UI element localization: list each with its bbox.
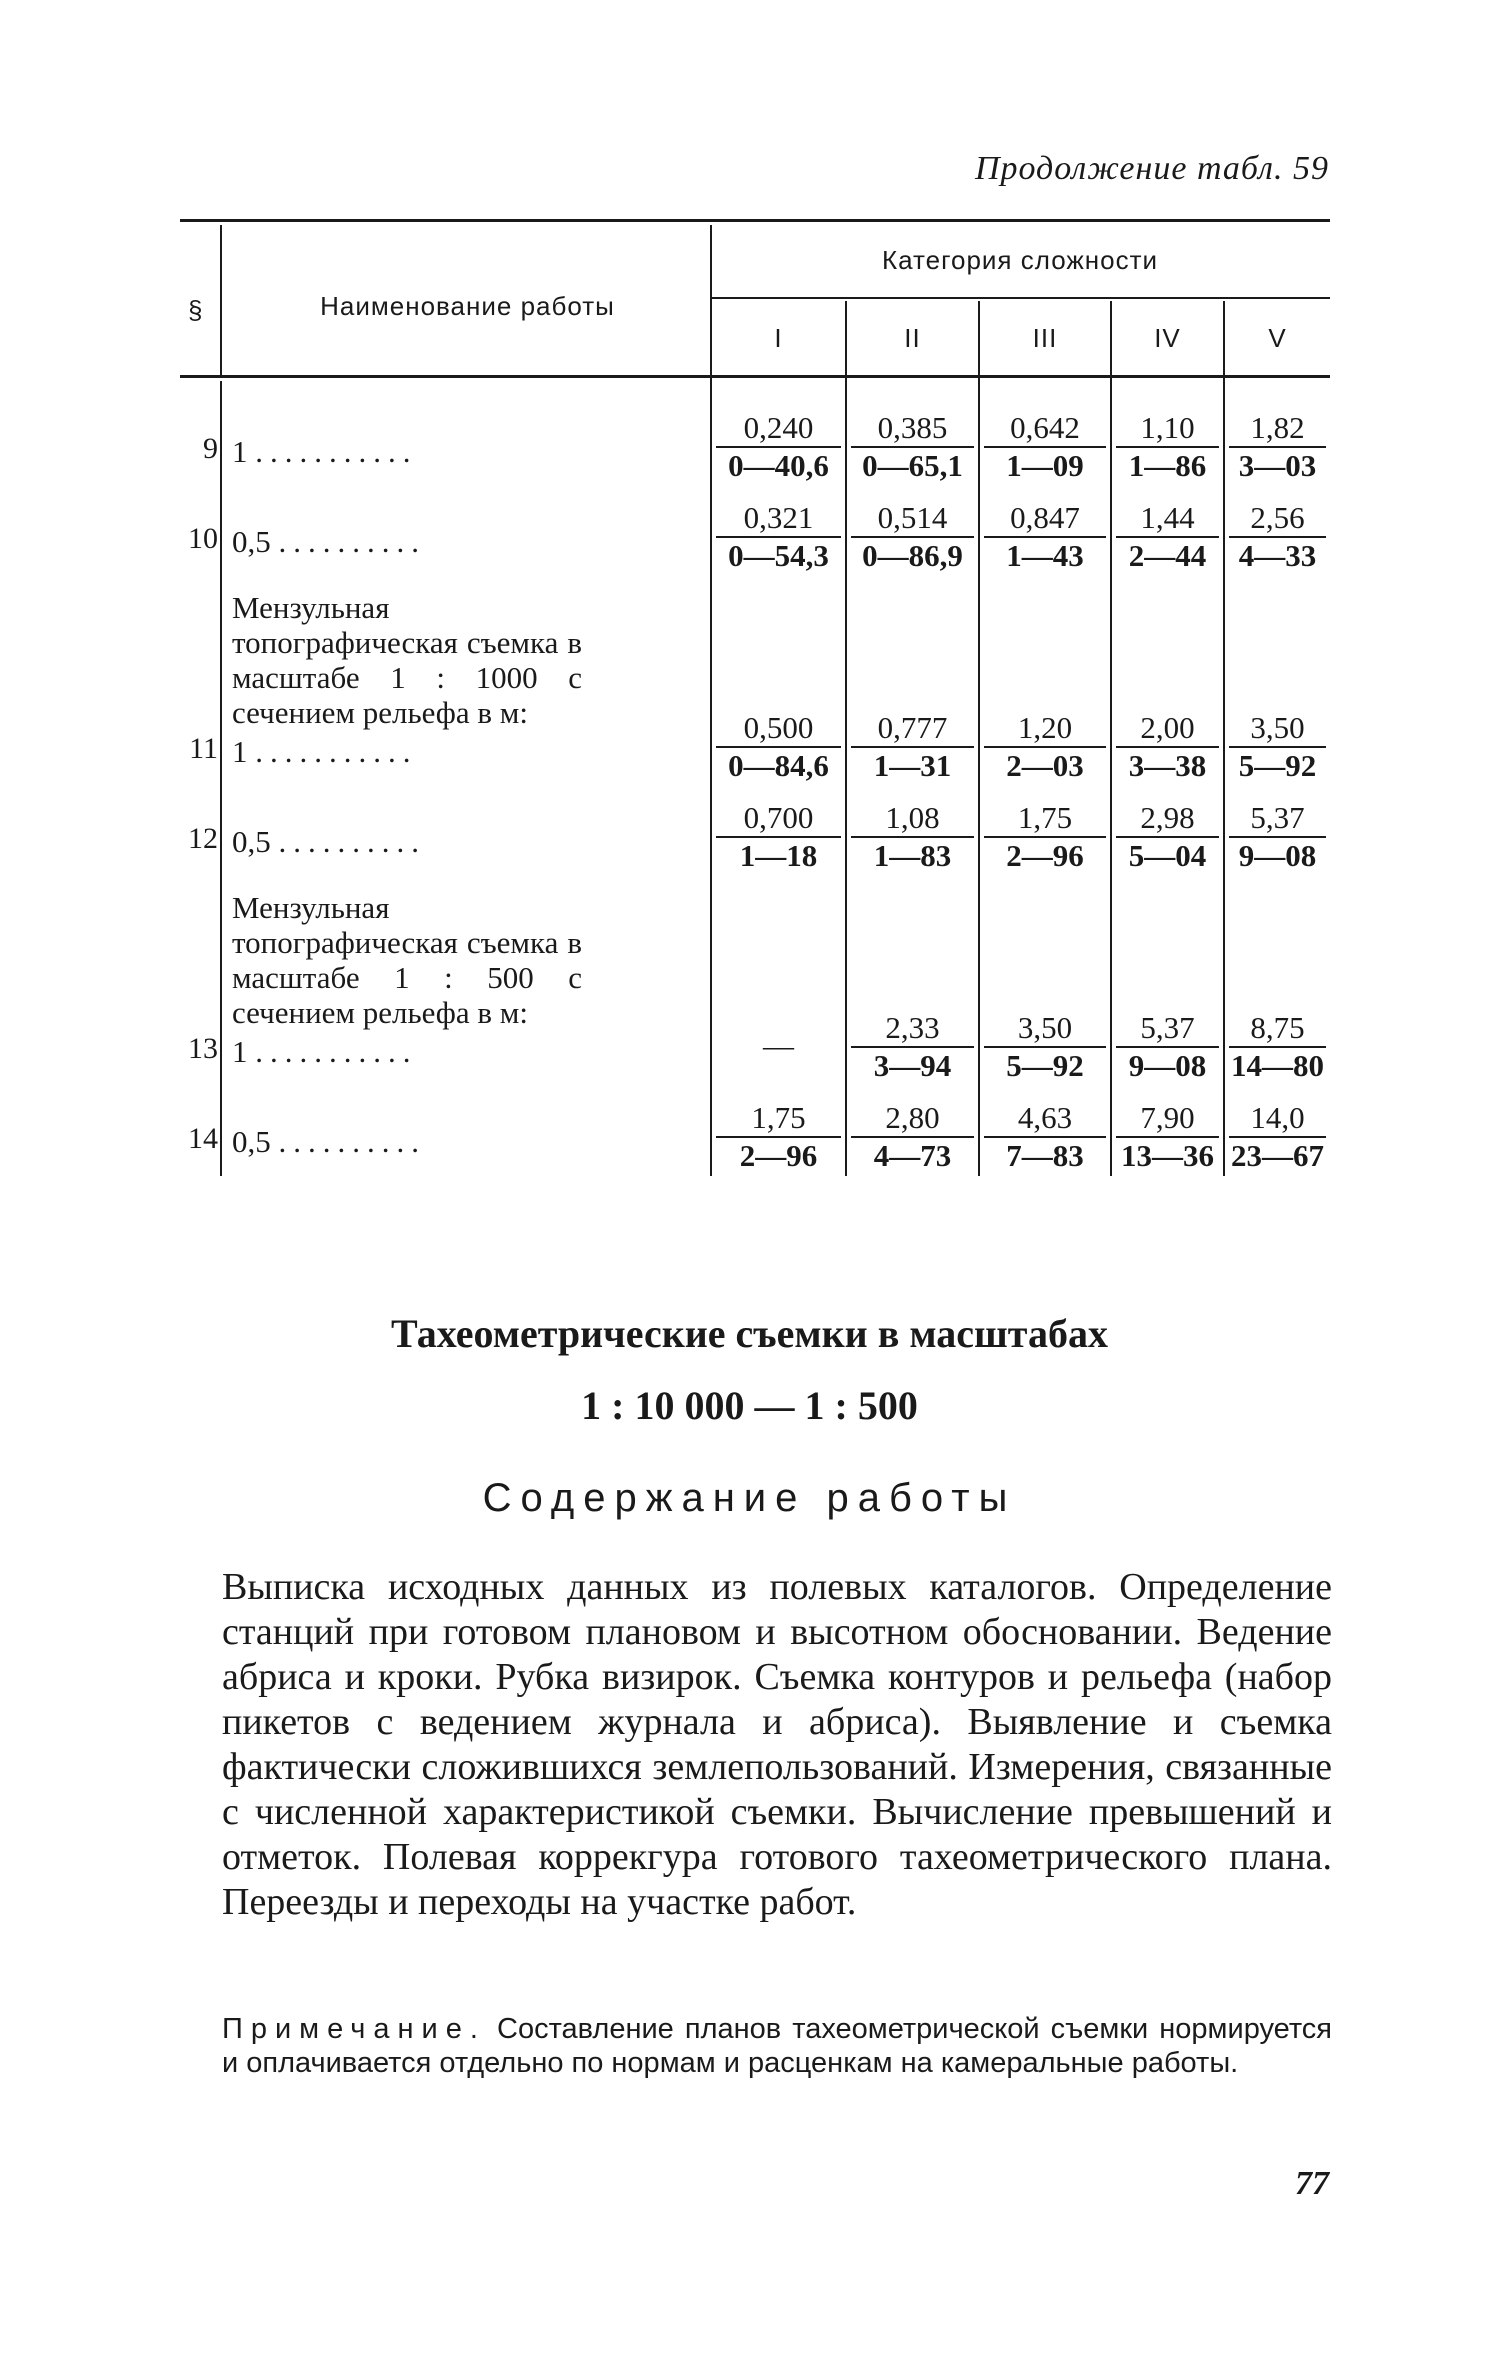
rate-cell	[716, 1100, 841, 1174]
table-top-rule	[180, 219, 1330, 222]
rate-cell	[716, 800, 841, 874]
price-rate: 3—94	[873, 1048, 952, 1083]
rate-cell	[1229, 1010, 1326, 1084]
leader-dots: ...........	[255, 734, 418, 769]
price-rate: 0—65,1	[862, 448, 963, 483]
price-rate: 0—54,3	[728, 538, 829, 573]
labor-norm: 2,56	[1229, 500, 1326, 538]
section-title-scale: 1 : 10 000 — 1 : 500	[581, 1383, 918, 1428]
relief-interval: 1	[232, 1034, 248, 1069]
price-rate: 9—08	[1238, 838, 1317, 873]
price-rate: 23—67	[1231, 1138, 1324, 1173]
relief-interval: 0,5	[232, 1124, 271, 1159]
row-number: 10	[188, 522, 218, 555]
labor-norm: 0,385	[851, 410, 974, 448]
rate-cell	[851, 800, 974, 874]
vrule-name	[710, 225, 712, 1176]
col-header-4: IV	[1154, 323, 1181, 353]
rate-cell	[1116, 1010, 1219, 1084]
group-label-500: Мензульная топографическая съемка в масштабе 1 : 500 с сечением рельефа в м:	[232, 890, 582, 1030]
price-rate: 5—92	[1238, 748, 1317, 783]
rate-cell	[1116, 800, 1219, 874]
row-number: 13	[188, 1032, 218, 1065]
rate-cell	[1229, 500, 1326, 574]
labor-norm: 0,240	[716, 410, 841, 448]
table-continuation-label: Продолжение табл. 59	[974, 150, 1329, 187]
work-name	[232, 1124, 426, 1159]
labor-norm: 2,80	[851, 1100, 974, 1138]
vrule-col-3	[1110, 301, 1112, 1176]
rate-cell	[984, 500, 1106, 574]
labor-norm: 0,500	[716, 710, 841, 748]
price-rate: 1—31	[873, 748, 952, 783]
labor-norm: 4,63	[984, 1100, 1106, 1138]
vrule-section-body	[220, 381, 222, 1176]
rate-cell	[984, 800, 1106, 874]
labor-norm: 1,75	[716, 1100, 841, 1138]
rate-cell	[1116, 710, 1219, 784]
rate-cell	[984, 1100, 1106, 1174]
price-rate: 2—96	[1006, 838, 1084, 873]
labor-norm: 1,20	[984, 710, 1106, 748]
rate-cell	[851, 410, 974, 484]
rate-cell	[984, 710, 1106, 784]
relief-interval: 0,5	[232, 524, 271, 559]
price-rate: 1—18	[739, 838, 818, 873]
rates-table	[180, 215, 1330, 1195]
price-rate: 0—84,6	[728, 748, 829, 783]
footnote	[222, 2012, 1332, 2080]
labor-norm: 5,37	[1116, 1010, 1219, 1048]
page-number: 77	[1295, 2165, 1329, 2202]
price-rate: 9—08	[1128, 1048, 1207, 1083]
subheading: Содержание работы	[482, 1476, 1017, 1520]
price-rate: 5—04	[1128, 838, 1207, 873]
labor-norm: 1,08	[851, 800, 974, 838]
labor-norm: 0,642	[984, 410, 1106, 448]
price-rate: 2—44	[1128, 538, 1207, 573]
row-number: 9	[203, 432, 218, 465]
leader-dots: ..........	[278, 524, 426, 559]
labor-norm: 7,90	[1116, 1100, 1219, 1138]
labor-norm: 5,37	[1229, 800, 1326, 838]
footnote-label: Примечание.	[222, 2013, 486, 2045]
rate-cell	[1229, 710, 1326, 784]
leader-dots: ..........	[278, 824, 426, 859]
rate-cell	[716, 710, 841, 784]
rate-cell	[1229, 410, 1326, 484]
rate-cell	[984, 1010, 1106, 1084]
price-rate: 4—33	[1238, 538, 1317, 573]
col-header-3: III	[1032, 323, 1058, 353]
labor-norm: 1,10	[1116, 410, 1219, 448]
price-rate: 5—92	[1006, 1048, 1084, 1083]
no-value-dash: —	[763, 1028, 794, 1063]
price-rate: 0—86,9	[862, 538, 963, 573]
price-rate: 1—09	[1006, 448, 1084, 483]
vrule-section	[220, 225, 222, 375]
col-header-5: V	[1268, 323, 1287, 353]
relief-interval: 0,5	[232, 824, 271, 859]
section-title: Тахеометрические съемки в масштабах	[391, 1311, 1108, 1356]
price-rate: 0—40,6	[728, 448, 829, 483]
labor-norm: 14,0	[1229, 1100, 1326, 1138]
rate-cell	[716, 500, 841, 574]
labor-norm: 2,00	[1116, 710, 1219, 748]
rate-cell	[1116, 410, 1219, 484]
price-rate: 4—73	[873, 1138, 952, 1173]
price-rate: 13—36	[1121, 1138, 1214, 1173]
price-rate: 2—03	[1006, 748, 1084, 783]
price-rate: 1—86	[1128, 448, 1207, 483]
labor-norm: 2,33	[851, 1010, 974, 1048]
rate-cell	[1229, 1100, 1326, 1174]
labor-norm: 0,514	[851, 500, 974, 538]
col-header-2: II	[904, 323, 921, 353]
leader-dots: ...........	[255, 434, 418, 469]
labor-norm: 3,50	[1229, 710, 1326, 748]
price-rate: 1—83	[873, 838, 952, 873]
rate-cell	[984, 410, 1106, 484]
work-name	[232, 434, 418, 469]
work-name-header: Наименование работы	[320, 291, 615, 321]
header-bottom-rule	[180, 375, 1330, 378]
labor-norm: 1,44	[1116, 500, 1219, 538]
vrule-col-2	[978, 301, 980, 1176]
rate-cell	[1116, 500, 1219, 574]
rate-cell	[716, 1028, 841, 1064]
labor-norm: 2,98	[1116, 800, 1219, 838]
labor-norm: 1,75	[984, 800, 1106, 838]
row-number: 14	[188, 1122, 218, 1155]
leader-dots: ..........	[278, 1124, 426, 1159]
price-rate: 14—80	[1231, 1048, 1324, 1083]
work-name	[232, 524, 426, 559]
rate-cell	[851, 1010, 974, 1084]
vrule-col-4	[1223, 301, 1225, 1176]
labor-norm: 1,82	[1229, 410, 1326, 448]
group-label-1000: Мензульная топографическая съемка в масштабе 1 : 1000 с сечением рельефа в м:	[232, 590, 582, 730]
labor-norm: 3,50	[984, 1010, 1106, 1048]
work-name	[232, 824, 426, 859]
leader-dots: ...........	[255, 1034, 418, 1069]
vrule-col-1	[845, 301, 847, 1176]
category-header: Категория сложности	[881, 245, 1159, 275]
work-name	[232, 1034, 418, 1069]
row-number: 11	[189, 732, 218, 765]
section-header: §	[188, 295, 204, 325]
labor-norm: 0,777	[851, 710, 974, 748]
work-content-paragraph: Выписка исходных данных из полевых каталогов. Определение станций при готовом плановом и высотном обосновании. Ведение абриса и кроки. Рубка визирок. Съемка контуров и рельефа (набор пикетов с ведением журнала и абриса). Выявление и съемка фактически сложившихся землепользований. Измерения, связанные с численной характеристикой съемки. Вычисление превышений и отметок. Полевая коррекгура готового тахеометрического плана. Переезды и переходы на участке работ.	[222, 1566, 1332, 1923]
footnote-text: Составление планов тахеометрической съемки нормируется и оплачивается отдельно по нормам и расценкам на камеральные работы.	[222, 2013, 1332, 2079]
labor-norm: 8,75	[1229, 1010, 1326, 1048]
labor-norm: 0,700	[716, 800, 841, 838]
rate-cell	[851, 1100, 974, 1174]
rate-cell	[1229, 800, 1326, 874]
relief-interval: 1	[232, 734, 248, 769]
price-rate: 3—03	[1238, 448, 1317, 483]
labor-norm: 0,321	[716, 500, 841, 538]
relief-interval: 1	[232, 434, 248, 469]
rate-cell	[851, 710, 974, 784]
labor-norm: 0,847	[984, 500, 1106, 538]
rate-cell	[1116, 1100, 1219, 1174]
rate-cell	[716, 410, 841, 484]
price-rate: 2—96	[739, 1138, 818, 1173]
price-rate: 7—83	[1006, 1138, 1084, 1173]
price-rate: 3—38	[1128, 748, 1207, 783]
rate-cell	[851, 500, 974, 574]
category-rule	[710, 297, 1330, 299]
price-rate: 1—43	[1006, 538, 1084, 573]
row-number: 12	[188, 822, 218, 855]
work-name	[232, 734, 418, 769]
col-header-1: I	[774, 323, 783, 353]
